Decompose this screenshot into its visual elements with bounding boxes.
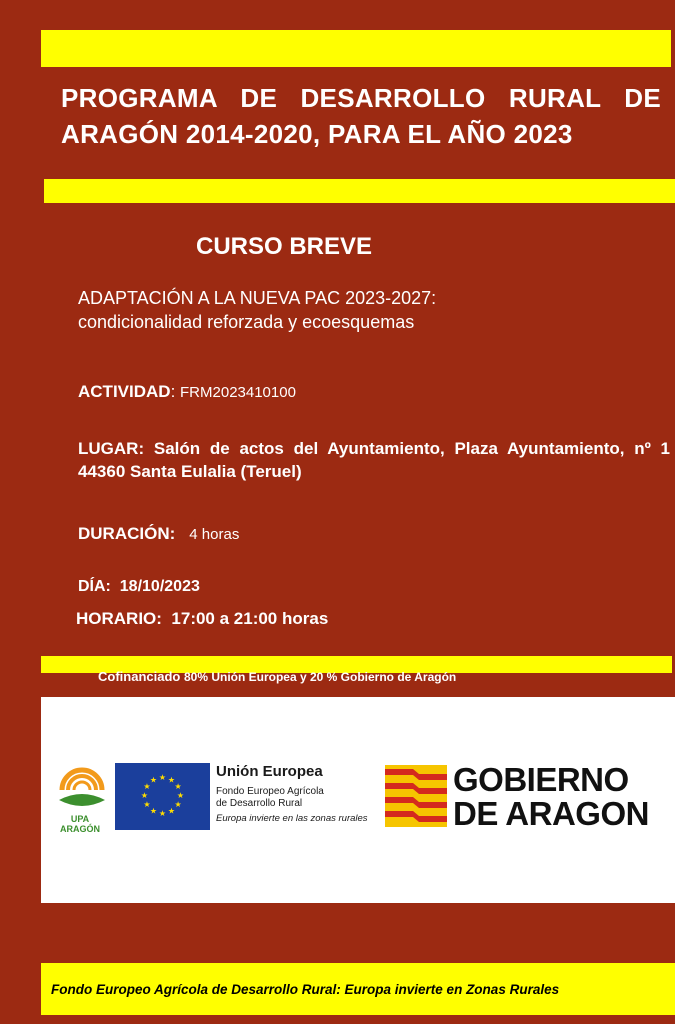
schedule-label: HORARIO: bbox=[76, 609, 162, 628]
eu-fund-line1: Fondo Europeo Agrícola bbox=[216, 786, 324, 797]
svg-text:★: ★ bbox=[167, 775, 176, 785]
course-subject-line2: condicionalidad reforzada y ecoesquemas bbox=[78, 312, 415, 332]
svg-text:★: ★ bbox=[140, 791, 149, 800]
activity-value: FRM2023410100 bbox=[180, 384, 296, 401]
svg-text:★: ★ bbox=[149, 775, 158, 785]
eu-motto: Europa invierte en las zonas rurales bbox=[216, 813, 368, 824]
gobierno-aragon-logo-text bbox=[453, 763, 673, 831]
svg-text:★: ★ bbox=[158, 773, 167, 782]
upper-yellow-bar bbox=[44, 179, 675, 203]
svg-text:★: ★ bbox=[143, 782, 151, 791]
eu-fund-line2: de Desarrollo Rural bbox=[216, 798, 303, 809]
location-label: LUGAR: bbox=[78, 439, 145, 458]
svg-text:★: ★ bbox=[158, 809, 167, 818]
footer-bar bbox=[41, 963, 675, 1015]
activity-label: ACTIVIDAD bbox=[78, 382, 171, 401]
svg-text:★: ★ bbox=[176, 791, 185, 800]
cofinancing-text bbox=[98, 669, 456, 684]
svg-text:★: ★ bbox=[167, 806, 176, 816]
svg-text:★: ★ bbox=[174, 800, 182, 809]
date-label: DÍA: bbox=[78, 578, 111, 595]
course-subject-line1: ADAPTACIÓN A LA NUEVA PAC 2023-2027: bbox=[78, 288, 437, 308]
location-value: Salón de actos del Ayuntamiento, Plaza Ayuntamiento, nº 1 44360 Santa Eulalia (Teruel) bbox=[78, 439, 670, 481]
activity-info: ACTIVIDAD: FRM2023410100 bbox=[78, 382, 296, 401]
eu-flag-icon bbox=[115, 763, 210, 830]
cofinancing-rest: 80% Unión Europea y 20 % Gobierno de Aragón bbox=[183, 670, 457, 684]
upa-logo-line2: ARAGÓN bbox=[60, 824, 100, 834]
date-value: 18/10/2023 bbox=[119, 578, 200, 595]
aragon-line1: GOBIERNO bbox=[453, 761, 629, 798]
program-title: PROGRAMA DE DESARROLLO RURAL DE ARAGÓN 2014-2020, PARA EL AÑO 2023 bbox=[61, 83, 661, 149]
location-info bbox=[78, 437, 670, 483]
svg-text:★: ★ bbox=[174, 782, 182, 791]
schedule-value: 17:00 a 21:00 horas bbox=[171, 609, 329, 628]
upa-logo-text bbox=[45, 814, 115, 834]
duration-info bbox=[78, 524, 239, 544]
eu-fund-name bbox=[216, 786, 386, 810]
top-yellow-bar bbox=[41, 30, 671, 67]
footer-text: Fondo Europeo Agrícola de Desarrollo Rural: Europa invierte en Zonas Rurales bbox=[51, 982, 560, 997]
eu-logo-text bbox=[216, 763, 386, 824]
duration-label: DURACIÓN: bbox=[78, 524, 176, 543]
course-subject bbox=[78, 286, 658, 334]
svg-text:★: ★ bbox=[149, 806, 158, 816]
eu-title: Unión Europea bbox=[216, 763, 323, 780]
svg-text:★: ★ bbox=[143, 800, 151, 809]
schedule-info bbox=[76, 609, 328, 629]
date-info bbox=[78, 578, 200, 596]
aragon-flag-icon bbox=[385, 765, 447, 827]
cofinancing-lead: Cofinanciado bbox=[98, 669, 181, 684]
logo-panel bbox=[41, 697, 675, 903]
course-type-heading: CURSO BREVE bbox=[196, 233, 373, 260]
upa-logo-line1: UPA bbox=[70, 814, 90, 824]
aragon-line2: DE ARAGON bbox=[453, 795, 649, 832]
duration-value: 4 horas bbox=[189, 526, 240, 543]
